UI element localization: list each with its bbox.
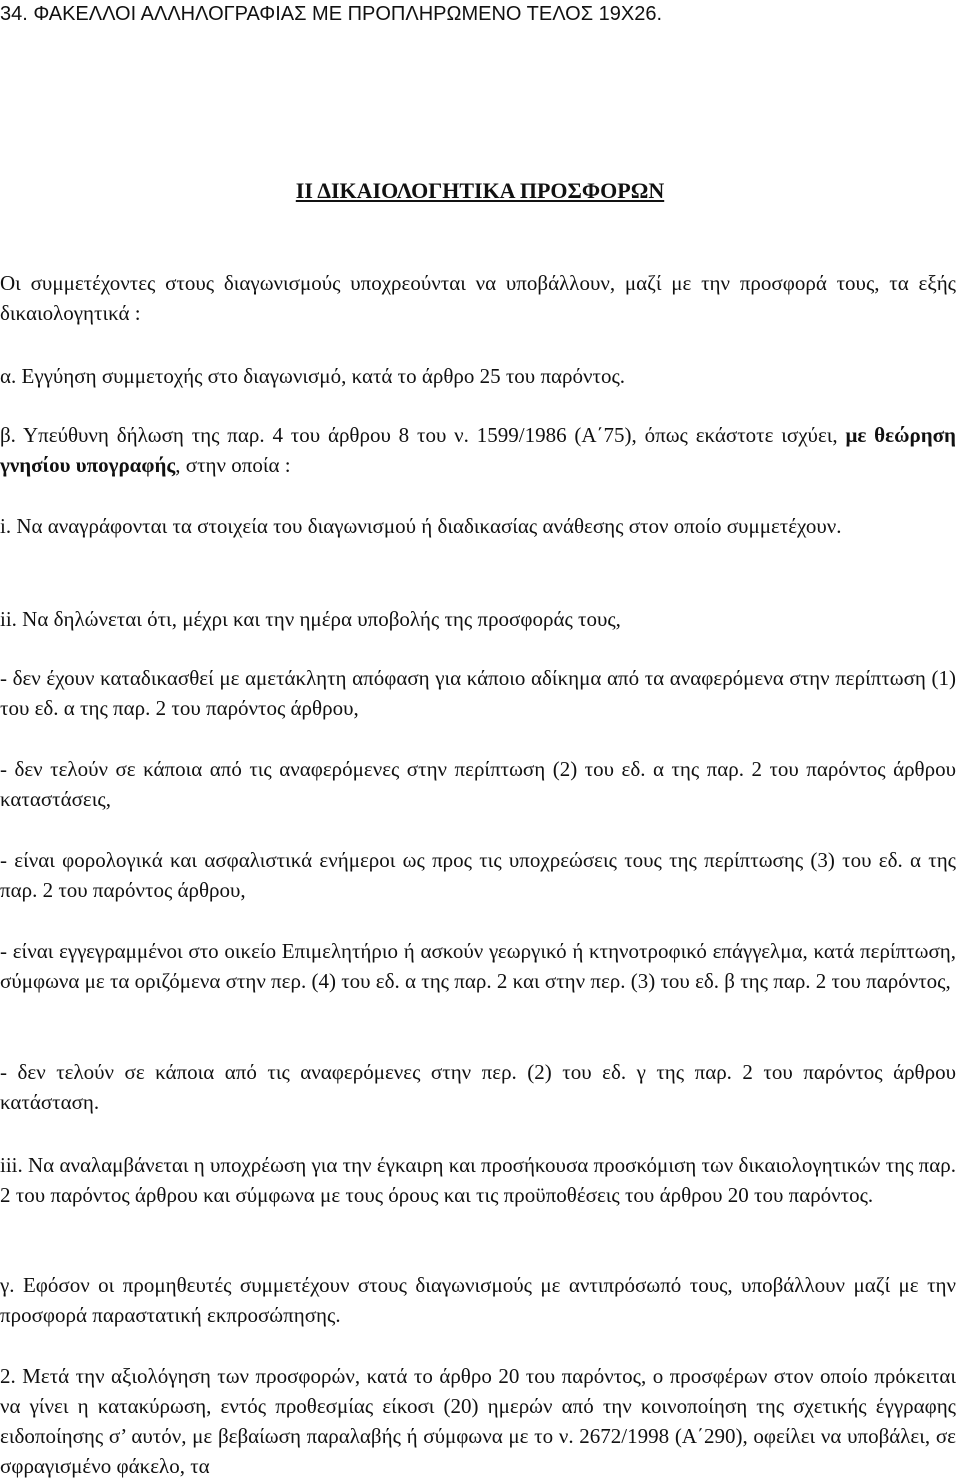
item-g-paragraph: γ. Εφόσον οι προμηθευτές συμμετέχουν στους διαγωνισμούς με αντιπρόσωπό τους, υποβάλλουν μαζί με την προσφορά παραστατική εκπροσώπησης.	[0, 1273, 956, 1327]
item-b-bold-text: με θεώρηση γνησίου υπογραφής	[0, 423, 956, 477]
item-2-paragraph: 2. Μετά την αξιολόγηση των προσφορών, κατά το άρθρο 20 του παρόντος, ο προσφέρων στον οποίο πρόκειται να γίνει η κατακύρωση, εντός προθεσμίας είκοσι (20) ημερών από την κοινοποίηση της σχετικής έγγραφης ειδοποίησης σ’ αυτόν, με βεβαίωση παραλαβής ή σύμφωνα με το ν. 2672/1998 (Α΄290), οφείλει να υποβάλει, σε σφραγισμένο φάκελο, τα	[0, 1364, 956, 1478]
section-title: ΙΙ ΔΙΚΑΙΟΛΟΓΗΤΙΚΑ ΠΡΟΣΦΟΡΩΝ	[295, 178, 665, 203]
item-iii-paragraph: iii. Να αναλαμβάνεται η υποχρέωση για την έγκαιρη και προσήκουσα προσκόμιση των δικαιολογητικών της παρ. 2 του παρόντος άρθρου και σύμφωνα με τους όρους και τις προϋποθέσεις του άρθρου 20 του παρόντος.	[0, 1153, 956, 1207]
item-b-tail-text: , στην οποία :	[175, 453, 291, 477]
item-a-paragraph: α. Εγγύηση συμμετοχής στο διαγωνισμό, κατά το άρθρο 25 του παρόντος.	[0, 364, 626, 388]
page-heading: 34. ΦΑΚΕΛΛΟΙ ΑΛΛΗΛΟΓΡΑΦΙΑΣ ΜΕ ΠΡΟΠΛΗΡΩΜΕΝΟ ΤΕΛΟΣ 19Χ26.	[0, 3, 663, 25]
dash-item-4: - είναι εγγεγραμμένοι στο οικείο Επιμελητήριο ή ασκούν γεωργικό ή κτηνοτροφικό επάγγελμα, κατά περίπτωση, σύμφωνα με τα οριζόμενα στην περ. (4) του εδ. α της παρ. 2 και στην περ. (3) του εδ. β της παρ. 2 του παρόντος,	[0, 939, 956, 993]
dash-item-2: - δεν τελούν σε κάποια από τις αναφερόμενες στην περίπτωση (2) του εδ. α της παρ. 2 του παρόντος άρθρου καταστάσεις,	[0, 757, 956, 811]
dash-item-1: - δεν έχουν καταδικασθεί με αμετάκλητη απόφαση για κάποιο αδίκημα από τα αναφερόμενα στην περίπτωση (1) του εδ. α της παρ. 2 του παρόντος άρθρου,	[0, 666, 956, 720]
dash-item-5: - δεν τελούν σε κάποια από τις αναφερόμενες στην περ. (2) του εδ. γ της παρ. 2 του παρόντος άρθρου κατάσταση.	[0, 1060, 956, 1114]
item-b-paragraph	[0, 420, 956, 480]
intro-paragraph: Οι συμμετέχοντες στους διαγωνισμούς υποχρεούνται να υποβάλλουν, μαζί με την προσφορά τους, τα εξής δικαιολογητικά :	[0, 271, 956, 325]
dash-item-3: - είναι φορολογικά και ασφαλιστικά ενήμεροι ως προς τις υποχρεώσεις τους της περίπτωσης (3) του εδ. α της παρ. 2 του παρόντος άρθρου,	[0, 848, 956, 902]
item-i-paragraph: i. Να αναγράφονται τα στοιχεία του διαγωνισμού ή διαδικασίας ανάθεσης στον οποίο συμμετέχουν.	[0, 514, 842, 538]
item-ii-paragraph: ii. Να δηλώνεται ότι, μέχρι και την ημέρα υποβολής της προσφοράς τους,	[0, 607, 621, 631]
item-b-text: β. Υπεύθυνη δήλωση της παρ. 4 του άρθρου 8 του ν. 1599/1986 (Α΄75), όπως εκάστοτε ισχύει,	[0, 423, 846, 447]
